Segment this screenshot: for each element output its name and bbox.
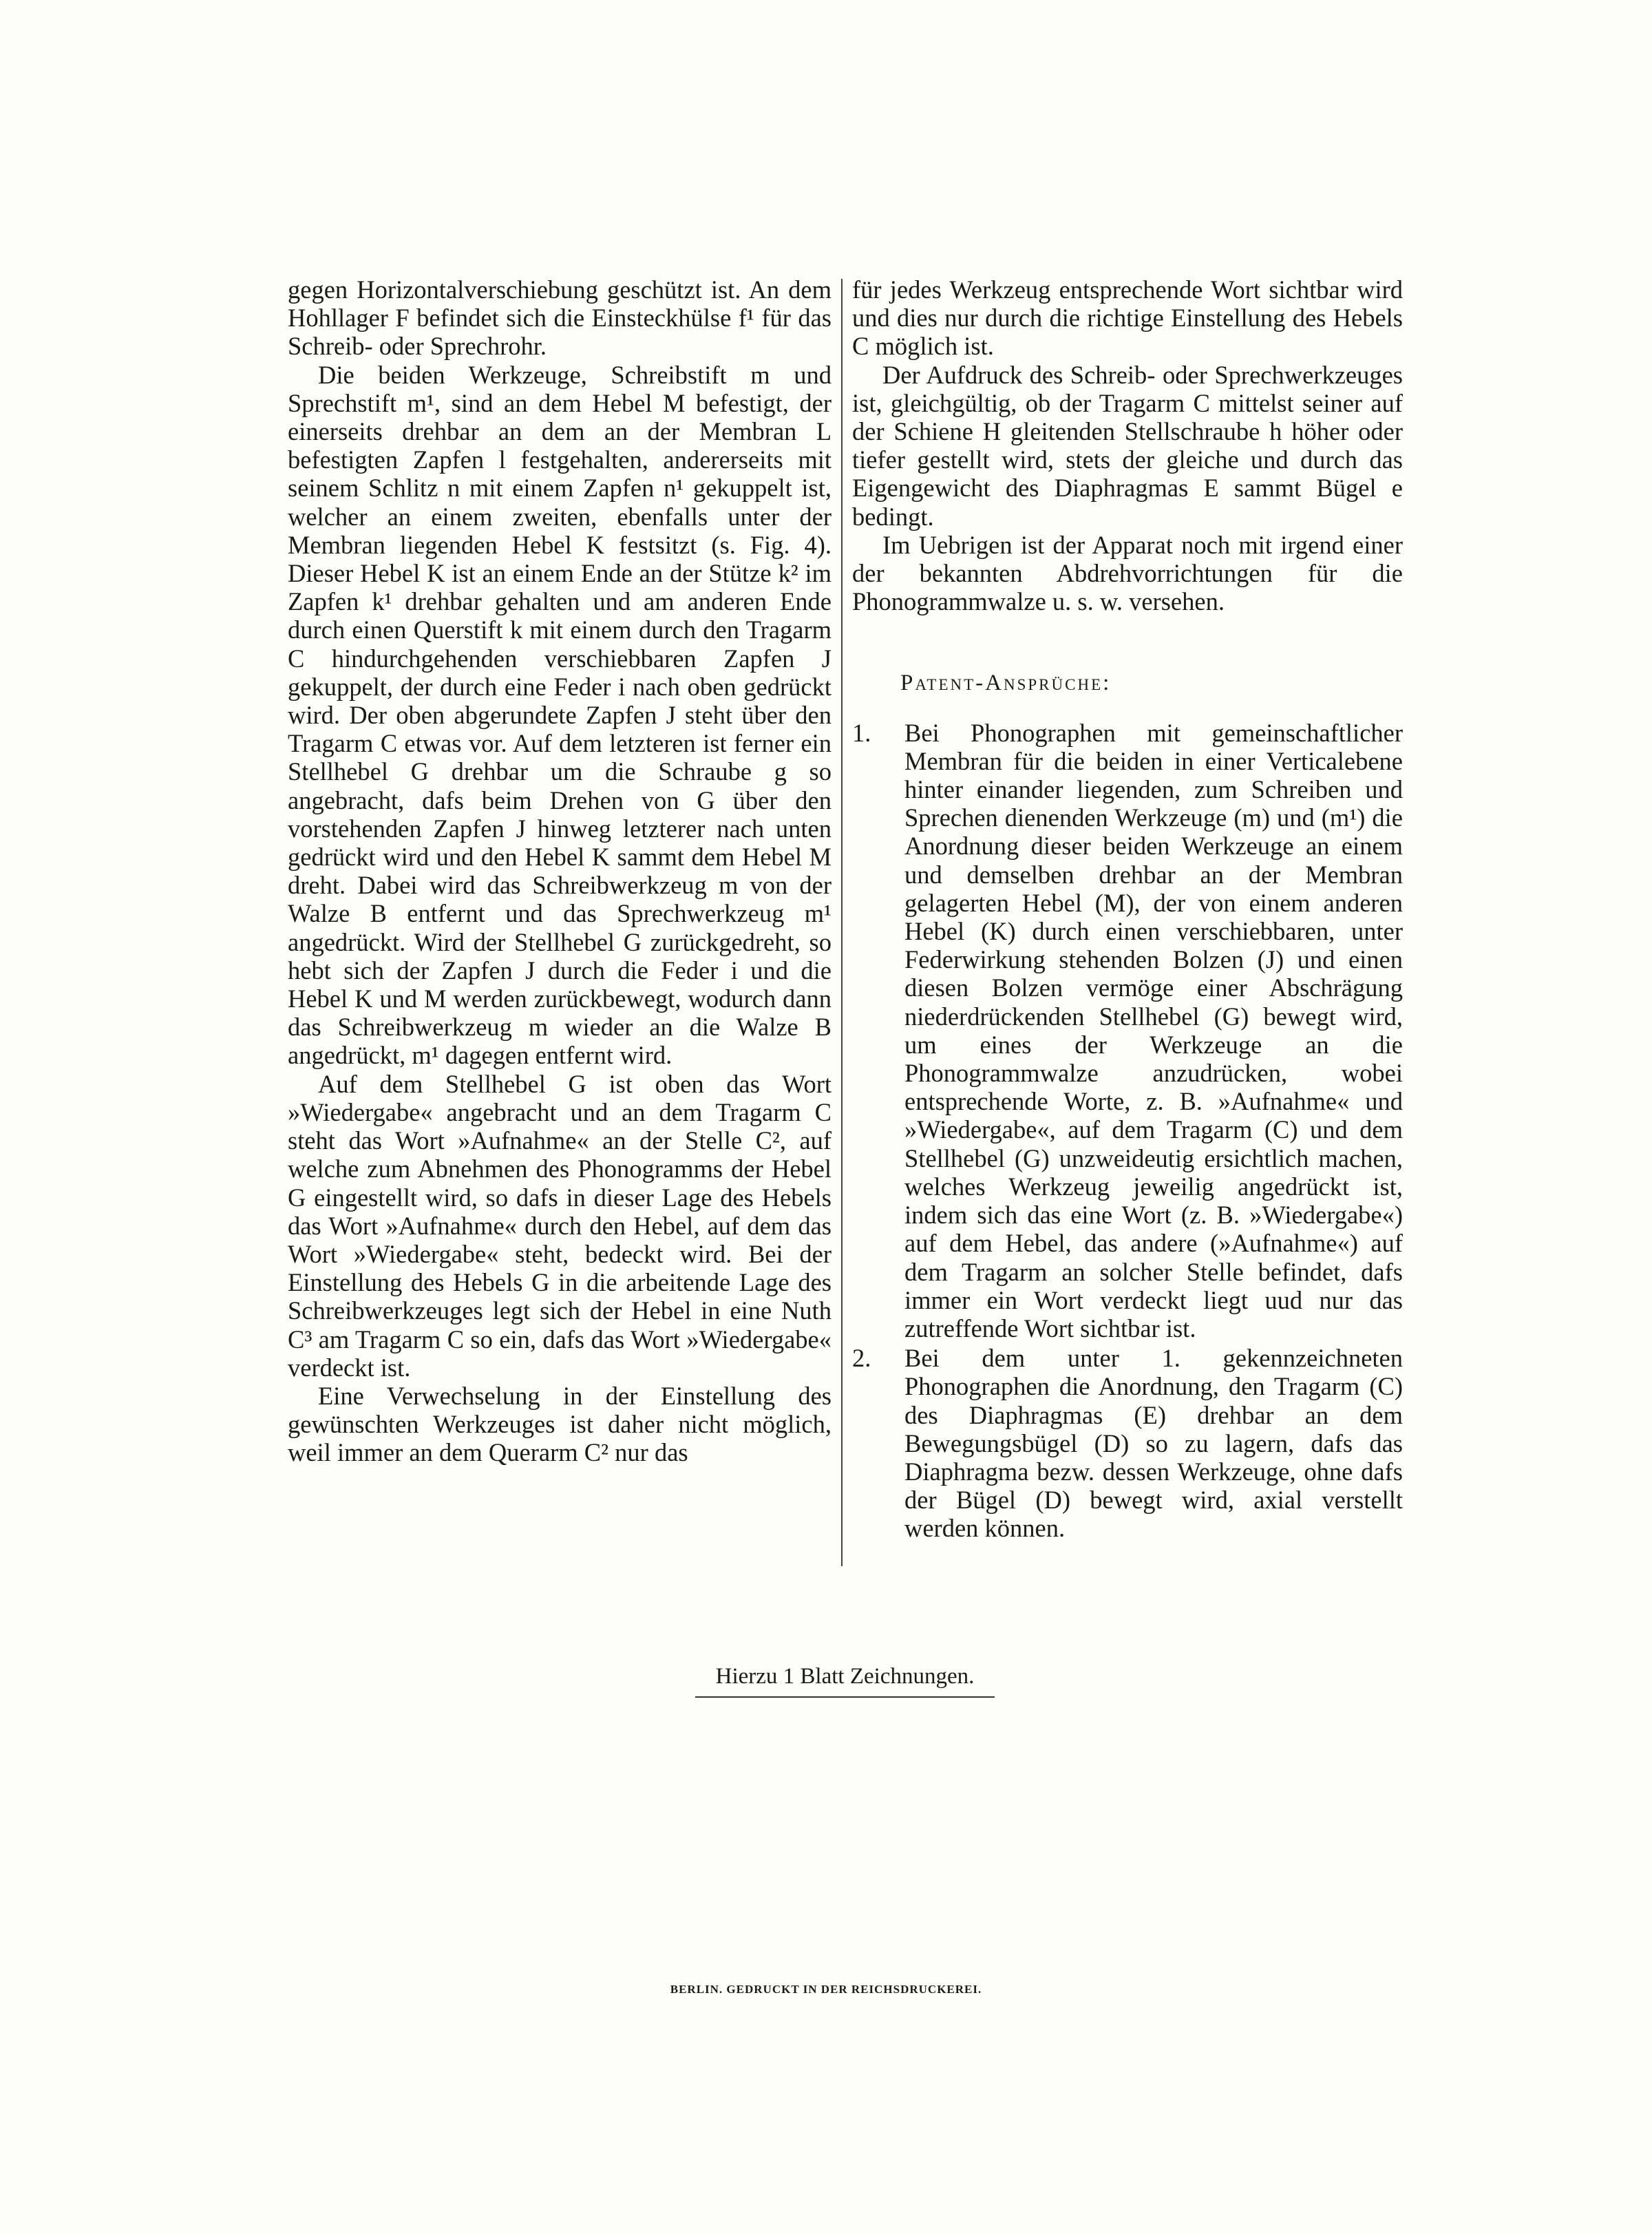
paragraph: Auf dem Stellhebel G ist oben das Wort »Wiedergabe« angebracht und an dem Tragarm C steht das Wort »Aufnahme« an der Stelle C², auf welche zum Abnehmen des Phonogramms der Hebel G eingestellt wird, so dafs in dieser Lage des Hebels das Wort »Aufnahme« durch den Hebel, auf dem das Wort »Wiedergabe« steht, bedeckt wird. Bei der Einstellung des Hebels G in die arbeitende Lage des Schreibwerkzeuges legt sich der Hebel in eine Nuth C³ am Tragarm C so ein, dafs das Wort »Wiedergabe« verdeckt ist. [288,1069,832,1382]
paragraph: Im Uebrigen ist der Apparat noch mit irgend einer der bekannten Abdrehvorrichtungen für die Phonogrammwalze u. s. w. versehen. [852,530,1403,616]
claim-number: 1. [852,718,871,747]
printer-footer: BERLIN. GEDRUCKT IN DER REICHSDRUCKEREI. [670,1983,982,1996]
right-column [852,275,1403,1543]
claim-item [852,719,1403,1342]
paragraph: gegen Horizontalverschiebung geschützt ist. An dem Hohllager F befindet sich die Einsteckhülse f¹ für das Schreib- oder Sprechrohr. [288,275,832,361]
column-divider [841,279,843,1566]
paragraph: Eine Verwechselung in der Einstellung des gewünschten Werkzeuges ist daher nicht möglich, weil immer an dem Querarm C² nur das [288,1381,832,1467]
claim-number: 2. [852,1344,871,1373]
paragraph: Die beiden Werkzeuge, Schreibstift m und Sprechstift m¹, sind an dem Hebel M befestigt, der einerseits drehbar an dem an der Membran L befestigten Zapfen l festgehalten, andererseits mit seinem Schlitz n mit einem Zapfen n¹ gekuppelt ist, welcher an einem zweiten, ebenfalls unter der Membran liegenden Hebel K festsitzt (s. Fig. 4). Dieser Hebel K ist an einem Ende an der Stütze k² im Zapfen k¹ drehbar gehalten und am anderen Ende durch einen Querstift k mit einem durch den Tragarm C hindurchgehenden verschiebbaren Zapfen J gekuppelt, der durch eine Feder i nach oben gedrückt wird. Der oben abgerundete Zapfen J steht über den Tragarm C etwas vor. Auf dem letzteren ist ferner ein Stellhebel G drehbar um die Schraube g so angebracht, dafs beim Drehen von G über den vorstehenden Zapfen J hinweg letzterer nach unten gedrückt wird und den Hebel K sammt dem Hebel M dreht. Dabei wird das Schreibwerkzeug m von der Walze B entfernt und das Sprechwerkzeug m¹ angedrückt. Wird der Stellhebel G zurückgedreht, so hebt sich der Zapfen J durch die Feder i und die Hebel K und M werden zurückbewegt, wodurch dann das Schreibwerkzeug m wieder an die Walze B angedrückt, m¹ dagegen entfernt wird. [288,360,832,1070]
paragraph: Der Aufdruck des Schreib- oder Sprechwerkzeuges ist, gleichgültig, ob der Tragarm C mittelst seiner auf der Schiene H gleitenden Stellschraube h höher oder tiefer gestellt wird, stets der gleiche und durch das Eigengewicht des Diaphragmas E sammt Bügel e bedingt. [852,360,1403,531]
claim-text: Bei dem unter 1. gekennzeichneten Phonographen die Anordnung, den Tragarm (C) des Diaphragmas (E) drehbar an dem Bewegungsbügel (D) so zu lagern, dafs das Diaphragma bezw. dessen Werkzeuge, ohne dafs der Bügel (D) bewegt wird, axial verstellt werden können. [904,1344,1403,1543]
claims-heading: Patent-Ansprüche: [900,671,1112,696]
drawings-note: Hierzu 1 Blatt Zeichnungen. [695,1664,995,1698]
paragraph: für jedes Werkzeug entsprechende Wort sichtbar wird und dies nur durch die richtige Einstellung des Hebels C möglich ist. [852,275,1403,361]
left-column [288,275,832,1467]
claim-text: Bei Phonographen mit gemeinschaftlicher Membran für die beiden in einer Verticalebene hinter einander liegenden, zum Schreiben und Sprechen dienenden Werkzeuge (m) und (m¹) die Anordnung dieser beiden Werkzeuge an einem und demselben drehbar an der Membran gelagerten Hebel (M), der von einem anderen Hebel (K) durch einen verschiebbaren, unter Federwirkung stehenden Bolzen (J) und einen diesen Bolzen vermöge einer Abschrägung niederdrückenden Stellhebel (G) bewegt wird, um eines der Werkzeuge an die Phonogrammwalze anzudrücken, wobei entsprechende Worte, z. B. »Aufnahme« und »Wiedergabe«, auf dem Tragarm (C) und dem Stellhebel (G) unzweideutig ersichtlich machen, welches Werkzeug jeweilig angedrückt ist, indem sich das eine Wort (z. B. »Wiedergabe«) auf dem Hebel, das andere (»Aufnahme«) auf dem Tragarm an solcher Stelle befindet, dafs immer ein Wort verdeckt liegt uud nur das zutreffende Wort sichtbar ist. [904,718,1403,1342]
claim-item [852,1344,1403,1542]
